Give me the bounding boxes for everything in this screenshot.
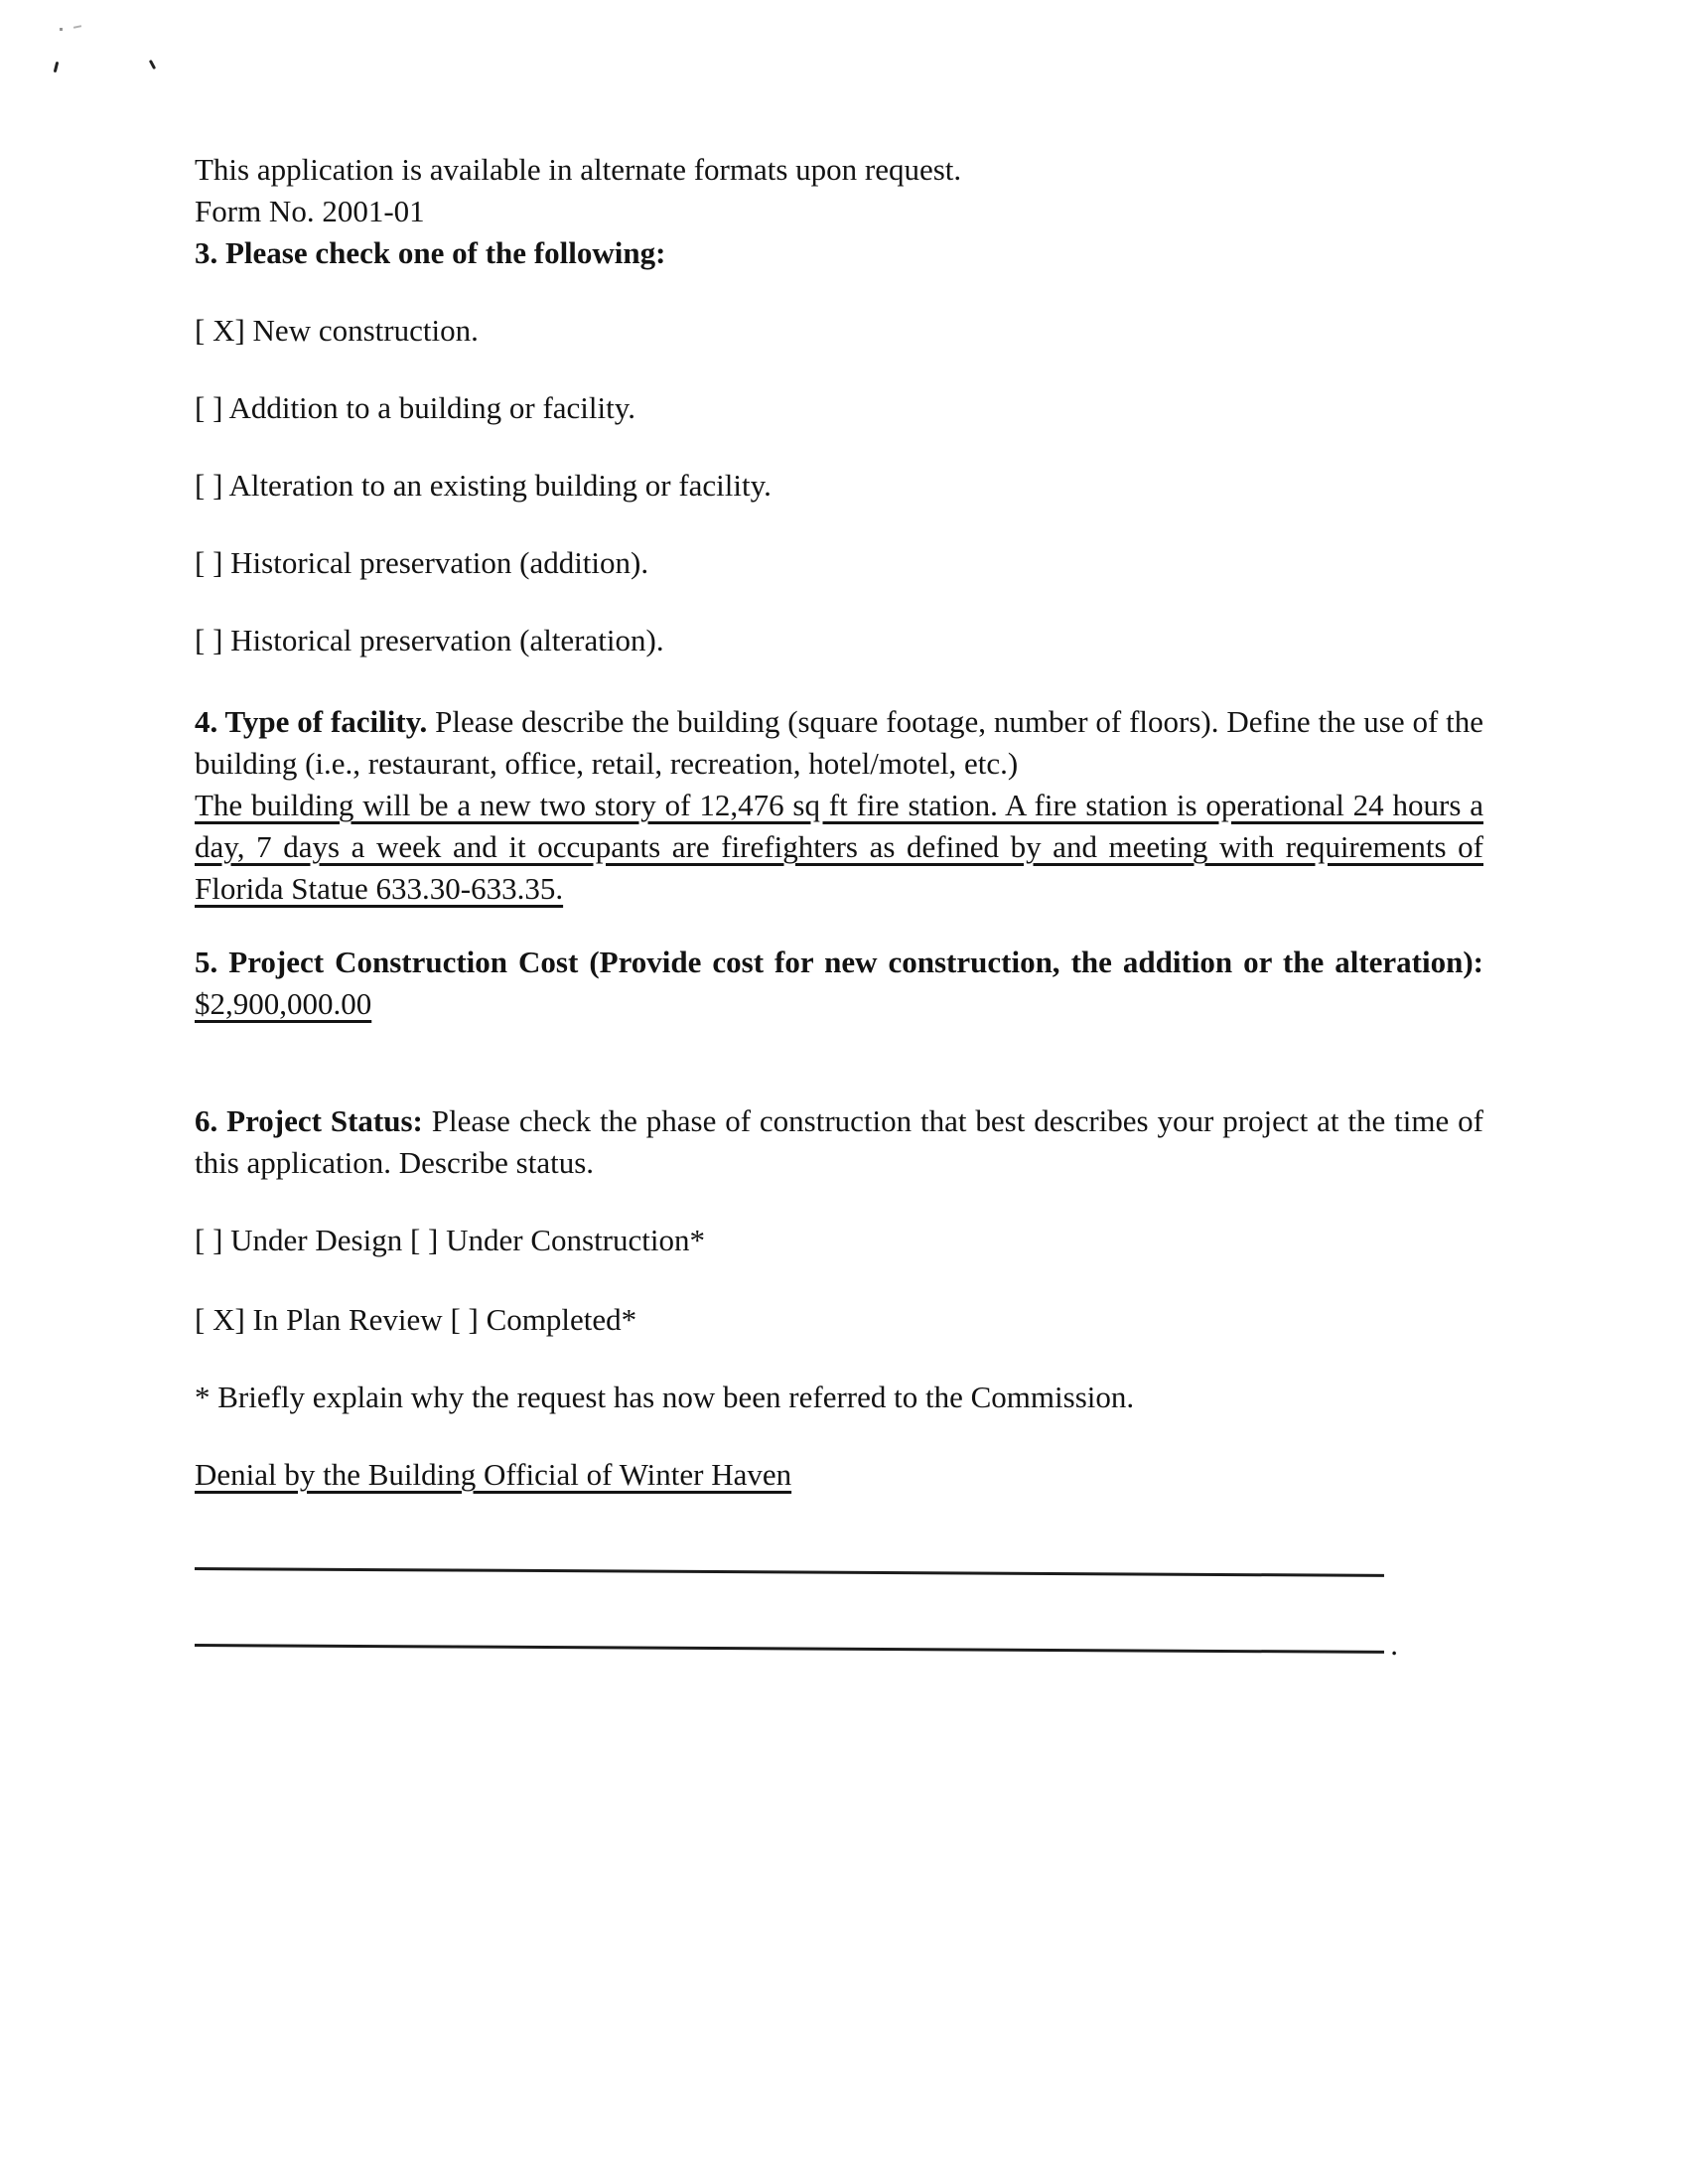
option-label: Alteration to an existing building or facility. <box>222 468 772 503</box>
section3-heading: 3. Please check one of the following: <box>195 235 666 270</box>
scan-artifact <box>54 62 60 73</box>
section4-answer-text: The building will be a new two story of 12,476 sq ft fire station. A fire station is operational 24 hours a day, 7 days a week and it occupants are firefighters as defined by and meeting with requirements of Florida Statue 633.30-633.35. <box>195 788 1483 906</box>
option-label: Historical preservation (addition). <box>222 545 649 580</box>
section6-description: Please check the phase of construction that best describes your project at the time of this application. Describe status. <box>195 1103 1483 1180</box>
blank-write-in-line <box>195 1567 1384 1577</box>
section4-answer <box>195 785 1483 910</box>
section4-heading: 4. Type of facility. <box>195 704 428 739</box>
checkbox-under-construction: [ ] <box>409 1223 439 1257</box>
checkbox-historical-alteration: [ ] <box>195 623 223 657</box>
option-addition <box>195 387 1483 429</box>
scan-artifact <box>60 28 63 31</box>
scan-artifact <box>73 25 81 29</box>
section4-question <box>195 701 1483 785</box>
option-label: Addition to a building or facility. <box>222 390 635 425</box>
option-label: Historical preservation (alteration). <box>222 623 664 657</box>
asterisk-footnote: * Briefly explain why the request has now been referred to the Commission. <box>195 1380 1135 1414</box>
label-completed: Completed* <box>478 1302 637 1337</box>
form-number: Form No. 2001-01 <box>195 194 425 228</box>
checkbox-addition: [ ] <box>195 390 223 425</box>
section6-heading: 6. Project Status: <box>195 1103 423 1138</box>
label-under-construction: Under Construction* <box>438 1223 705 1257</box>
checkbox-in-plan-review: [ X] <box>195 1302 245 1337</box>
section5-line <box>195 942 1483 1025</box>
option-alteration <box>195 465 1483 507</box>
checkbox-new-construction: [ X] <box>195 313 245 348</box>
checkbox-completed: [ ] <box>450 1302 479 1337</box>
label-under-design: Under Design <box>222 1223 410 1257</box>
scan-artifact <box>149 60 156 70</box>
stray-period: . <box>1390 1626 1399 1662</box>
option-label: New construction. <box>244 313 479 348</box>
blank-write-in-line <box>195 1626 1399 1662</box>
alt-format-note: This application is available in alternate formats upon request. <box>195 152 962 187</box>
option-historical-alteration <box>195 620 1483 661</box>
section4-description: Please describe the building (square footage, number of floors). Define the use of the building (i.e., restaurant, office, retail, recreation, hotel/motel, etc.) <box>195 704 1483 781</box>
section5-cost-value: $2,900,000.00 <box>195 986 372 1021</box>
status-row-review-completed <box>195 1299 1483 1341</box>
section5-heading: 5. Project Construction Cost (Provide cost for new construction, the addition or the alteration): <box>195 945 1483 979</box>
section6-answer-text: Denial by the Building Official of Winter Haven <box>195 1457 792 1492</box>
status-row-design-construction <box>195 1220 1483 1261</box>
checkbox-historical-addition: [ ] <box>195 545 223 580</box>
checkbox-alteration: [ ] <box>195 468 223 503</box>
label-in-plan-review: In Plan Review <box>244 1302 451 1337</box>
option-historical-addition <box>195 542 1483 584</box>
document-content <box>195 149 1483 1662</box>
section6-answer <box>195 1454 1483 1496</box>
option-new-construction <box>195 310 1483 352</box>
section6-question <box>195 1100 1483 1184</box>
checkbox-under-design: [ ] <box>195 1223 223 1257</box>
